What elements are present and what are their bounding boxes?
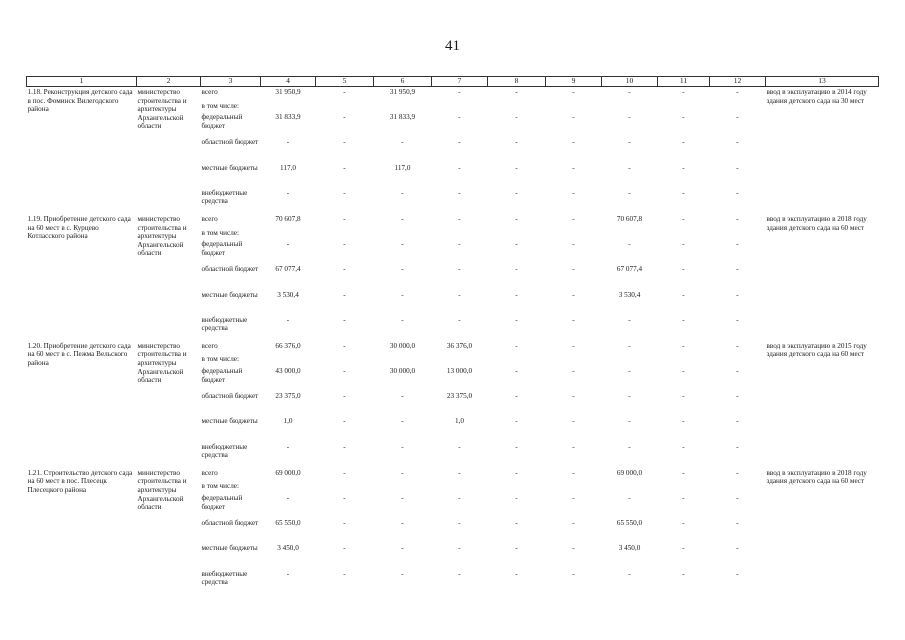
column-number-header: 5 <box>316 77 374 87</box>
value-cell: - <box>572 113 575 122</box>
expected-result: ввод в эксплуатацию в 2018 году здания детского сада на 60 мест <box>766 468 867 486</box>
column-number-header: 6 <box>374 77 432 87</box>
value-cell: - <box>458 188 461 197</box>
value-cell: - <box>572 417 575 426</box>
value-cell: - <box>572 315 575 324</box>
value-cell: - <box>736 367 739 376</box>
value-cell: - <box>515 519 518 528</box>
funding-source-label <box>201 570 261 595</box>
value-cell: 13 000,0 <box>446 367 473 376</box>
value-cell: - <box>515 188 518 197</box>
value-cell: - <box>401 519 404 528</box>
value-cell: - <box>343 468 346 477</box>
value-cell: - <box>401 315 404 324</box>
value-cell: - <box>572 290 575 299</box>
funding-source-label <box>201 494 261 519</box>
value-cell: - <box>343 544 346 553</box>
value-cell: - <box>401 265 404 274</box>
funding-source-text: федеральный бюджет <box>201 113 243 130</box>
value-cell: - <box>572 392 575 401</box>
value-cell: - <box>736 569 739 578</box>
value-cell: - <box>286 188 290 197</box>
funding-source-label <box>201 392 261 417</box>
funding-source-label <box>201 240 261 265</box>
value-cell: - <box>515 265 518 274</box>
value-cell: - <box>401 392 404 401</box>
funding-source-label <box>201 367 261 392</box>
value-cell: - <box>458 569 461 578</box>
value-cell: - <box>682 315 685 324</box>
value-cell: 117,0 <box>280 163 296 172</box>
funding-source-label <box>201 468 261 494</box>
value-cell: - <box>628 417 631 426</box>
value-cell: - <box>343 138 346 147</box>
value-cell: - <box>515 88 518 96</box>
value-cell: - <box>401 442 404 451</box>
value-cell: - <box>682 290 685 299</box>
value-cell: - <box>572 544 575 553</box>
funding-source-text: местные бюджеты <box>201 163 258 172</box>
responsible-org: министерство строительства и архитектуры Архангельской области <box>137 341 187 385</box>
value-cell: - <box>458 265 461 274</box>
value-cell: - <box>736 544 739 553</box>
value-cell: - <box>343 290 346 299</box>
value-cell: - <box>343 417 346 426</box>
value-cell: - <box>343 240 346 249</box>
value-cell: - <box>682 367 685 376</box>
value-cell: - <box>572 88 575 96</box>
value-cell: 1,0 <box>455 417 464 426</box>
value-cell: - <box>572 367 575 376</box>
value-cell: 117,0 <box>394 163 411 172</box>
value-cell: - <box>458 113 461 122</box>
value-cell: - <box>572 442 575 451</box>
including-label: в том числе: <box>201 482 239 491</box>
value-cell: - <box>572 240 575 249</box>
funding-source-label <box>201 519 261 544</box>
value-cell: - <box>736 188 739 197</box>
value-cell: - <box>736 163 739 172</box>
value-cell: - <box>401 240 404 249</box>
expected-result: ввод в эксплуатацию в 2014 году здания детского сада на 30 мест <box>766 88 867 105</box>
value-cell: - <box>286 569 290 578</box>
value-cell: - <box>343 341 346 350</box>
funding-source-label <box>201 544 261 569</box>
value-cell: - <box>572 163 575 172</box>
value-cell: 69 000,0 <box>616 468 643 477</box>
value-cell: - <box>343 442 346 451</box>
value-cell: - <box>286 138 290 147</box>
value-cell: - <box>628 367 631 376</box>
column-number-header: 8 <box>488 77 546 87</box>
value-cell: - <box>736 315 739 324</box>
value-cell: - <box>682 569 685 578</box>
value-cell: - <box>458 163 461 172</box>
value-cell: - <box>286 442 290 451</box>
value-cell: - <box>572 468 575 477</box>
funding-source-text: областной бюджет <box>201 519 259 528</box>
value-cell: - <box>458 315 461 324</box>
value-cell: - <box>682 214 685 223</box>
value-cell: - <box>515 367 518 376</box>
value-cell: - <box>682 494 685 502</box>
responsible-org: министерство строительства и архитектуры Архангельской области <box>137 468 187 512</box>
value-cell: 36 376,0 <box>446 341 473 350</box>
value-cell: - <box>286 315 290 324</box>
funding-source-label <box>201 341 261 367</box>
value-cell: - <box>401 544 404 553</box>
value-cell: - <box>515 290 518 299</box>
value-cell: - <box>682 163 685 172</box>
value-cell: - <box>736 468 739 477</box>
column-number-header: 3 <box>201 77 261 87</box>
value-cell: - <box>343 163 346 172</box>
value-cell: - <box>628 240 631 249</box>
value-cell: - <box>458 214 461 223</box>
measure-title: 1.21. Строительство детского сада на 60 мест в пос. Плесецк Плесецкого района <box>27 468 133 494</box>
value-cell: - <box>572 569 575 578</box>
value-cell: - <box>736 442 739 451</box>
value-cell: - <box>572 494 575 502</box>
value-cell: - <box>515 494 518 502</box>
table-row <box>27 341 879 367</box>
value-cell: 3 450,0 <box>277 544 299 553</box>
value-cell: - <box>682 341 685 350</box>
funding-table <box>26 76 879 595</box>
value-cell: - <box>458 519 461 528</box>
value-cell: - <box>343 367 346 376</box>
page-number: 41 <box>445 38 460 54</box>
value-cell: 43 000,0 <box>275 367 301 376</box>
value-cell: - <box>343 88 346 96</box>
value-cell: - <box>458 544 461 553</box>
funding-source-label <box>201 291 261 316</box>
funding-source-label <box>201 443 261 468</box>
value-cell: - <box>515 315 518 324</box>
value-cell: - <box>458 88 461 96</box>
column-number-header: 11 <box>658 77 710 87</box>
expected-result: ввод в эксплуатацию в 2015 году здания детского сада на 60 мест <box>766 341 867 359</box>
funding-source-text: федеральный бюджет <box>201 367 243 384</box>
value-cell: - <box>401 214 404 223</box>
value-cell: - <box>343 494 346 502</box>
funding-source-text: внебюджетные средства <box>201 188 248 206</box>
including-label: в том числе: <box>201 101 239 110</box>
value-cell: - <box>515 240 518 249</box>
value-cell: - <box>628 315 631 324</box>
funding-source-text: областной бюджет <box>201 392 259 401</box>
value-cell: - <box>343 569 346 578</box>
value-cell: - <box>682 392 685 401</box>
value-cell: - <box>515 341 518 350</box>
value-cell: - <box>515 569 518 578</box>
value-cell: - <box>401 494 404 502</box>
value-cell: 31 833,9 <box>389 113 416 122</box>
value-cell: - <box>572 341 575 350</box>
value-cell: - <box>736 138 739 147</box>
value-cell: - <box>515 442 518 451</box>
value-cell: - <box>515 544 518 553</box>
value-cell: - <box>682 519 685 528</box>
value-cell: - <box>343 315 346 324</box>
value-cell: - <box>628 392 631 401</box>
responsible-org: министерство строительства и архитектуры Архангельской области <box>137 214 187 258</box>
measure-title: 1.19. Приобретение детского сада на 60 мест в с. Курцево Котласского района <box>27 214 131 241</box>
column-number-header: 1 <box>27 77 137 87</box>
funding-source-label <box>201 138 261 163</box>
value-cell: 66 376,0 <box>275 341 301 350</box>
column-number-header: 2 <box>137 77 201 87</box>
value-cell: - <box>343 214 346 223</box>
value-cell: - <box>286 494 290 502</box>
table-row <box>27 214 879 240</box>
value-cell: 31 950,9 <box>389 88 416 96</box>
value-cell: - <box>736 417 739 426</box>
value-cell: - <box>628 163 631 172</box>
value-cell: - <box>682 113 685 122</box>
value-cell: - <box>682 468 685 477</box>
value-cell: - <box>343 392 346 401</box>
value-cell: 65 550,0 <box>275 519 301 528</box>
value-cell: - <box>286 240 290 249</box>
including-label: в том числе: <box>201 228 239 237</box>
value-cell: - <box>515 468 518 477</box>
funding-source-text: областной бюджет <box>201 138 259 147</box>
funding-source-text: всего <box>201 341 218 350</box>
value-cell: 3 530,4 <box>277 290 299 299</box>
value-cell: - <box>682 88 685 96</box>
value-cell: - <box>343 113 346 122</box>
value-cell: - <box>515 392 518 401</box>
value-cell: - <box>515 214 518 223</box>
column-number-header: 13 <box>766 77 879 87</box>
value-cell: - <box>682 138 685 147</box>
value-cell: 3 450,0 <box>618 544 641 553</box>
value-cell: - <box>682 544 685 553</box>
value-cell: - <box>458 468 461 477</box>
value-cell: - <box>628 188 631 197</box>
value-cell: - <box>572 265 575 274</box>
value-cell: - <box>401 417 404 426</box>
responsible-org: министерство строительства и архитектуры Архангельской области <box>137 88 187 131</box>
funding-source-label <box>201 164 261 189</box>
value-cell: 67 077,4 <box>616 265 643 274</box>
value-cell: - <box>572 519 575 528</box>
value-cell: - <box>343 265 346 274</box>
value-cell: - <box>515 138 518 147</box>
value-cell: - <box>458 138 461 147</box>
value-cell: 67 077,4 <box>275 265 301 274</box>
value-cell: 70 607,8 <box>275 214 301 223</box>
value-cell: - <box>458 240 461 249</box>
value-cell: - <box>736 290 739 299</box>
value-cell: - <box>736 341 739 350</box>
value-cell: - <box>572 138 575 147</box>
value-cell: 31 833,9 <box>275 113 301 122</box>
expected-result: ввод в эксплуатацию в 2018 году здания детского сада на 60 мест <box>766 214 867 232</box>
value-cell: - <box>401 188 404 197</box>
value-cell: - <box>628 341 631 350</box>
value-cell: - <box>458 290 461 299</box>
value-cell: - <box>736 265 739 274</box>
value-cell: - <box>736 392 739 401</box>
column-number-header: 4 <box>261 77 316 87</box>
value-cell: - <box>458 494 461 502</box>
value-cell: - <box>736 88 739 96</box>
column-number-header: 9 <box>546 77 602 87</box>
value-cell: - <box>628 442 631 451</box>
value-cell: - <box>572 188 575 197</box>
value-cell: - <box>401 138 404 147</box>
table-row <box>27 468 879 494</box>
value-cell: - <box>572 214 575 223</box>
funding-source-text: местные бюджеты <box>201 417 258 426</box>
value-cell: 31 950,9 <box>275 88 301 96</box>
funding-source-text: внебюджетные средства <box>201 569 248 587</box>
value-cell: 30 000,0 <box>389 367 416 376</box>
value-cell: 23 375,0 <box>446 392 473 401</box>
funding-source-text: федеральный бюджет <box>201 494 243 511</box>
table-row <box>27 87 879 114</box>
value-cell: 23 375,0 <box>275 392 301 401</box>
value-cell: - <box>682 442 685 451</box>
column-number-row <box>27 77 879 87</box>
funding-source-text: внебюджетные средства <box>201 442 248 460</box>
column-number-header: 7 <box>432 77 488 87</box>
value-cell: 70 607,8 <box>616 214 643 223</box>
funding-source-text: всего <box>201 468 218 477</box>
funding-source-text: местные бюджеты <box>201 290 258 299</box>
measure-title: 1.20. Приобретение детского сада на 60 мест в с. Пежма Вельского района <box>27 341 131 368</box>
value-cell: - <box>736 240 739 249</box>
funding-source-text: областной бюджет <box>201 265 259 274</box>
measure-title: 1.18. Реконструкция детского сада в пос. Фоминск Вилегодского района <box>27 88 133 114</box>
value-cell: - <box>682 265 685 274</box>
value-cell: - <box>515 163 518 172</box>
funding-source-text: всего <box>201 214 218 223</box>
funding-source-label <box>201 214 261 240</box>
value-cell: 30 000,0 <box>389 341 416 350</box>
column-number-header: 12 <box>710 77 766 87</box>
value-cell: - <box>736 214 739 223</box>
including-label: в том числе: <box>201 355 239 364</box>
value-cell: 65 550,0 <box>616 519 643 528</box>
funding-source-label <box>201 87 261 114</box>
value-cell: - <box>628 138 631 147</box>
value-cell: - <box>736 113 739 122</box>
funding-source-text: местные бюджеты <box>201 544 258 553</box>
funding-source-text: всего <box>201 88 218 96</box>
value-cell: - <box>343 519 346 528</box>
value-cell: 69 000,0 <box>275 468 301 477</box>
funding-source-label <box>201 113 261 138</box>
value-cell: - <box>736 519 739 528</box>
value-cell: - <box>628 494 631 502</box>
value-cell: - <box>628 569 631 578</box>
funding-source-label <box>201 265 261 290</box>
value-cell: - <box>515 417 518 426</box>
funding-source-text: внебюджетные средства <box>201 315 248 333</box>
funding-source-text: федеральный бюджет <box>201 240 243 257</box>
value-cell: 1,0 <box>283 417 293 426</box>
value-cell: - <box>736 494 739 502</box>
funding-source-label <box>201 189 261 214</box>
value-cell: - <box>401 468 404 477</box>
value-cell: - <box>628 88 631 96</box>
value-cell: - <box>401 290 404 299</box>
value-cell: - <box>682 188 685 197</box>
value-cell: - <box>458 442 461 451</box>
funding-source-label <box>201 316 261 341</box>
funding-source-label <box>201 417 261 442</box>
value-cell: - <box>343 188 346 197</box>
value-cell: - <box>515 113 518 122</box>
value-cell: 3 530,4 <box>618 290 641 299</box>
value-cell: - <box>401 569 404 578</box>
value-cell: - <box>682 240 685 249</box>
column-number-header: 10 <box>602 77 658 87</box>
value-cell: - <box>682 417 685 426</box>
value-cell: - <box>628 113 631 122</box>
